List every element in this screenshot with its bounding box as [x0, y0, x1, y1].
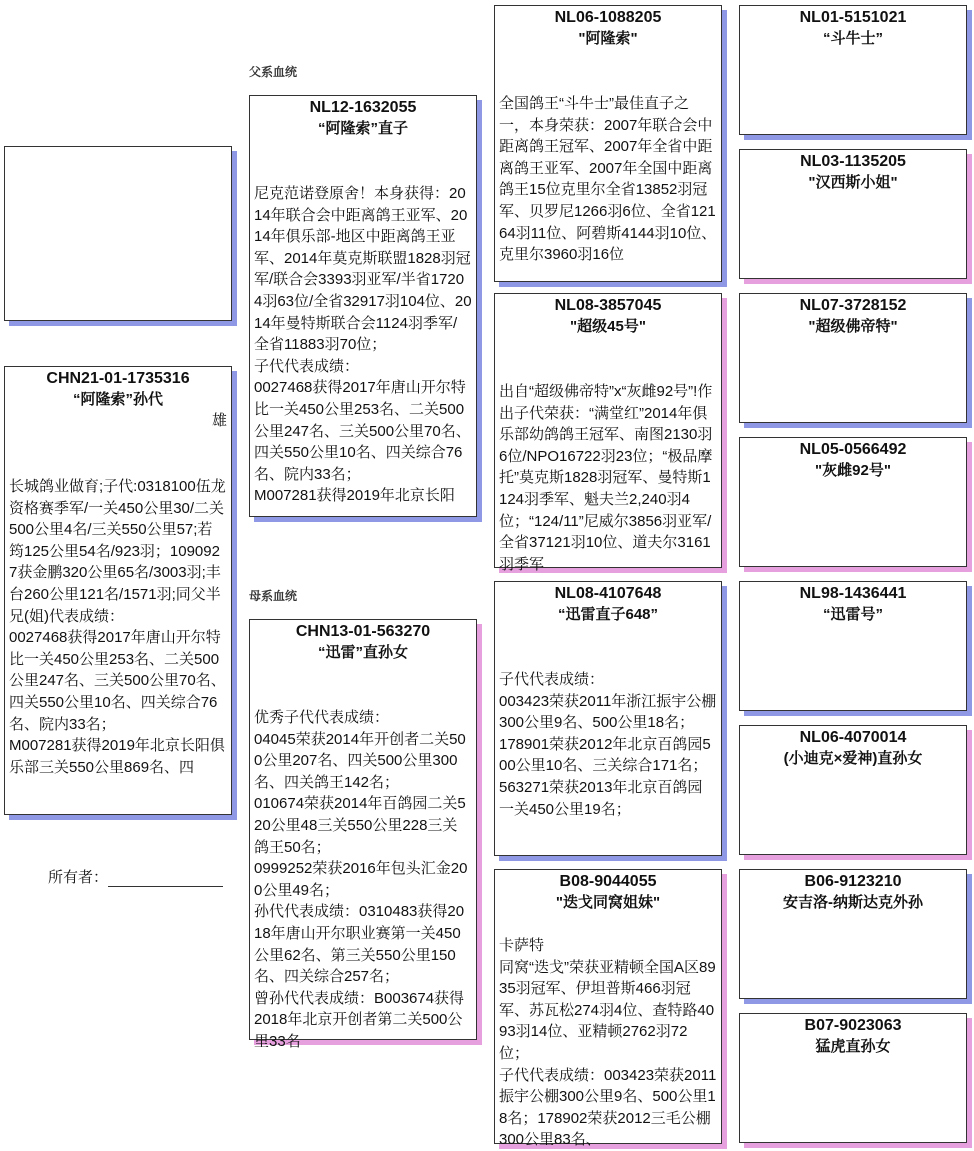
pigeon-name: 猛虎直孙女	[815, 1038, 891, 1055]
photo-box	[4, 146, 232, 321]
ring-number: NL06-1088205	[554, 9, 662, 26]
owner-line[interactable]	[108, 868, 223, 887]
pigeon-name: “斗牛士”	[822, 30, 883, 47]
ring-number: NL05-0566492	[799, 441, 907, 458]
great-grandparent-card	[739, 5, 967, 135]
owner-field	[48, 866, 223, 887]
dam-card	[249, 619, 477, 1050]
subject-card	[4, 366, 232, 815]
pigeon-name: “阿隆索”直子	[317, 120, 408, 137]
pigeon-name: "超级佛帝特"	[808, 318, 898, 335]
description: 优秀子代代表成绩： 04045荣获2014年开创者二关500公里207名、四关500公里300名、四关鸽王142名； 010674荣获2014年百鸽园二关520公里48三关550公里228三关鸽王50名； 0999252荣获2016年包头汇金200公里49名； 孙代代表成绩：0310483获得2018年唐山开尔职业赛第一关450公里62名、第三关550公里150名、四关综合257名； 曾孙代代表成绩：B003674获得2018年北京开创者第二关500公里33名	[254, 709, 468, 1050]
sire-line-label: 父系血统	[249, 65, 298, 79]
ring-number: NL07-3728152	[799, 297, 907, 314]
description: 尼克范诺登原舍！本身获得：2014年联合会中距离鸽王亚军、2014年俱乐部-地区中距离鸽王亚军、2014年莫克斯联盟1828羽冠军/联合会3393羽亚军/半省17204羽63位/全省32917羽104位、2014年曼特斯联合会1124羽季军/全省11883羽70位； 子代代表成绩： 0027468获得2017年唐山开尔特比一关450公里253名、二关500公里247名、三关500公里70名、四关550公里10名、四关综合76名、院内33名； M007281获得2019年北京长阳	[254, 185, 472, 505]
great-grandparent-card	[739, 293, 967, 423]
sire-card	[249, 95, 477, 517]
description: 出自“超级佛帝特”x“灰雌92号”!作出子代荣获：“满堂红”2014年俱乐部幼鸽鸽王冠军、南图2130羽6位/NPO16722羽23位；“极品摩托”莫克斯1828羽冠军、曼特斯1124羽季军、魁夫兰2,240羽4位；“124/11”尼威尔3856羽亚军/全省37121羽10位、道夫尔3161羽季军	[499, 383, 713, 573]
pigeon-name: 安吉洛-纳斯达克外孙	[783, 894, 923, 911]
ring-number: NL03-1135205	[800, 153, 906, 170]
ring-number: B06-9123210	[804, 873, 902, 890]
pigeon-name: “阿隆索”孙代	[72, 391, 163, 408]
dam-line-label: 母系血统	[249, 589, 298, 603]
description: 子代代表成绩： 003423荣获2011年浙江振宇公棚300公里9名、500公里18名； 178901荣获2012年北京百鸽园500公里10名、三关综合171名； 563271荣获2013年北京百鸽园一关450公里19名；	[499, 671, 717, 818]
ring-number: NL01-5151021	[799, 9, 907, 26]
ring-number: B08-9044055	[559, 873, 657, 890]
description: 卡萨特 同窝“迭戈”荣获亚精顿全国A区8935羽冠军、伊坦普斯466羽冠军、苏瓦松274羽4位、查特路4093羽14位、亚精顿2762羽72位； 子代代表成绩：003423荣获2011振宇公棚300公里9名、500公里18名；178902荣获2012三毛公棚300公里83名、	[499, 937, 717, 1149]
pigeon-name: "灰雌92号"	[815, 462, 891, 479]
ring-number: NL98-1436441	[799, 585, 907, 602]
ring-number: B07-9023063	[804, 1017, 902, 1034]
grandparent-card	[494, 869, 722, 1149]
pigeon-name: "迭戈同窝姐妹"	[555, 894, 661, 911]
grandparent-card	[494, 581, 722, 856]
great-grandparent-card	[739, 437, 967, 567]
great-grandparent-card	[739, 725, 967, 855]
ring-number: CHN13-01-563270	[295, 623, 431, 640]
grandparent-card	[494, 5, 722, 282]
pigeon-name: (小迪克×爱神)直孙女	[783, 750, 923, 767]
great-grandparent-card	[739, 149, 967, 279]
ring-number: NL08-4107648	[554, 585, 662, 602]
sex: 雄	[211, 412, 227, 429]
grandparent-card	[494, 293, 722, 573]
description: 长城鸽业做育;子代:0318100伍龙资格赛季军/一关450公里30/二关500公里4名/三关550公里57;若筠125公里54名/923羽；1090927获金鹏320公里65名/3003羽;丰台260公里121名/1571羽;同父半兄(姐)代表成绩： 0027468获得2017年唐山开尔特比一关450公里253名、二关500公里247名、三关500公里70名、四关550公里10名、四关综合76名、院内33名； M007281获得2019年北京长阳俱乐部三关550公里869名、四	[9, 478, 226, 776]
ring-number: NL06-4070014	[799, 729, 907, 746]
great-grandparent-card	[739, 1013, 967, 1143]
ring-number: NL12-1632055	[309, 99, 417, 116]
pigeon-name: "阿隆索"	[578, 30, 638, 47]
pigeon-name: “迅雷号”	[822, 606, 883, 623]
pigeon-name: "超级45号"	[570, 318, 646, 335]
great-grandparent-card	[739, 581, 967, 711]
description: 全国鸽王“斗牛士”最佳直子之一，本身荣获：2007年联合会中距离鸽王冠军、2007年全省中距离鸽王亚军、2007年全国中距离鸽王15位克里尔全省13852羽冠军、贝罗尼1266羽6位、全省12164羽11位、阿碧斯4144羽10位、克里尔3960羽16位	[499, 95, 717, 264]
pigeon-name: “迅雷直子648”	[557, 606, 659, 623]
great-grandparent-card	[739, 869, 967, 999]
ring-number: CHN21-01-1735316	[46, 370, 190, 387]
owner-label: 所有者：	[48, 869, 109, 886]
ring-number: NL08-3857045	[554, 297, 662, 314]
pigeon-name: “迅雷”直孙女	[317, 644, 408, 661]
pigeon-name: "汉西斯小姐"	[808, 174, 898, 191]
